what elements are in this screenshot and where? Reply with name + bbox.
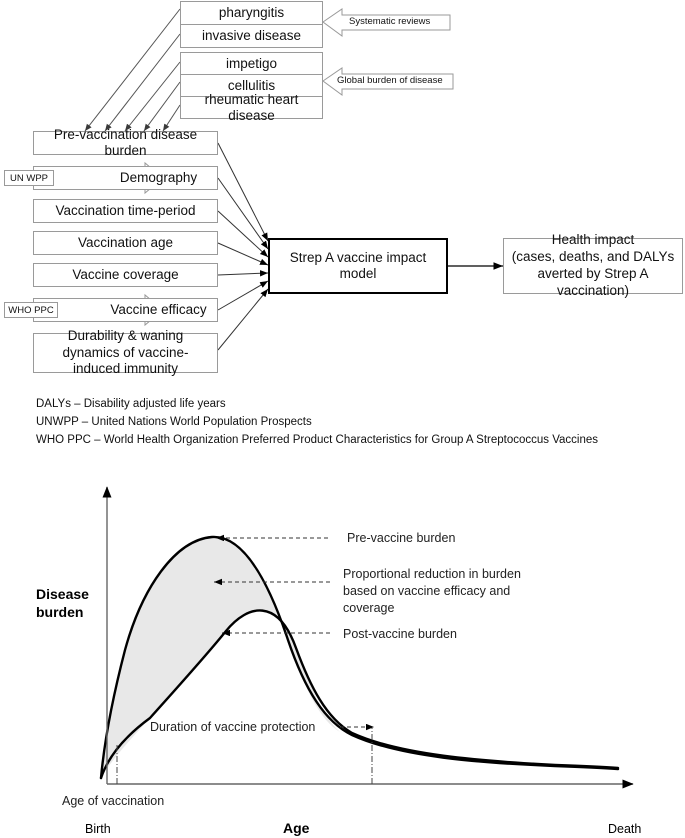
chart-y-axis-label: [36, 586, 106, 621]
input-box-demography[interactable]: [33, 166, 218, 190]
input-box-vaccination-age[interactable]: [33, 231, 218, 255]
input-box-label: Vaccination time-period: [55, 203, 196, 219]
annotation-text: Duration of vaccine protection: [150, 720, 316, 734]
callout-label-text: Global burden of disease: [337, 75, 443, 86]
annotation-text: Age of vaccination: [62, 794, 165, 808]
annotation-age-of-vaccination: [62, 794, 164, 808]
input-box-pre-vaccination-disease-burden[interactable]: [33, 127, 218, 158]
evidence-box-rheumatic-heart-disease[interactable]: [180, 91, 323, 123]
annotation-text: Pre-vaccine burden: [347, 531, 456, 545]
evidence-box-invasive-disease[interactable]: [180, 24, 323, 48]
tag-label: UN WPP: [10, 172, 48, 184]
annotation-pre-vaccine-burden: [347, 531, 455, 545]
annotation-post-vaccine-burden: [343, 627, 457, 641]
input-box-label: Vaccine efficacy: [110, 302, 207, 318]
axis-end-text: Death: [608, 822, 642, 836]
x-axis-label-text: Age: [283, 820, 310, 836]
annotation-text: Proportional reduction in burden based on vaccine efficacy and coverage: [343, 567, 521, 615]
evidence-box-label: pharyngitis: [218, 5, 285, 21]
tag-label: WHO PPC: [8, 304, 54, 316]
input-box-vaccination-time-period[interactable]: [33, 199, 218, 223]
annotation-duration-of-protection: [150, 720, 315, 734]
abbreviation-unwpp: UNWPP – United Nations World Population Prospects: [36, 415, 312, 428]
evidence-to-burden-arrows: [85, 9, 180, 131]
evidence-box-impetigo[interactable]: [180, 52, 323, 75]
reduction-shaded-area: [101, 537, 340, 778]
callout-global-burden-of-disease[interactable]: [337, 75, 443, 86]
abbreviation-who-ppc: WHO PPC – World Health Organization Preferred Product Characteristics for Group A Streptococcus Vaccines: [36, 433, 599, 446]
input-box-label: Vaccine coverage: [72, 267, 179, 283]
tag-un-wpp: [4, 170, 54, 186]
model-box[interactable]: [268, 238, 448, 294]
input-box-label: Durability & waning dynamics of vaccine-induced immunity: [62, 327, 189, 377]
y-axis-label-line-1: Disease: [36, 586, 89, 602]
callout-systematic-reviews[interactable]: [349, 16, 430, 27]
abbreviation-dalys: DALYs – Disability adjusted life years: [36, 398, 226, 410]
axis-end-text: Birth: [85, 822, 111, 836]
evidence-box-label: rheumatic heart disease: [204, 91, 299, 123]
callout-label-text: Systematic reviews: [349, 16, 431, 27]
x-axis-end-label-death: [608, 822, 641, 836]
evidence-box-label: cellulitis: [227, 77, 276, 93]
output-line-1: Health impact: [551, 232, 635, 248]
output-line-3: averted by Strep A vaccination): [537, 266, 649, 298]
evidence-box-label: impetigo: [225, 55, 278, 71]
annotation-text: Post-vaccine burden: [343, 627, 457, 641]
x-axis-start-label-birth: [85, 822, 111, 836]
input-box-durability-waning[interactable]: [33, 327, 218, 377]
abbreviation-legend: [36, 396, 598, 449]
output-line-2: (cases, deaths, and DALYs: [511, 249, 675, 265]
annotation-proportional-reduction: [343, 566, 543, 617]
evidence-box-pharyngitis[interactable]: [180, 1, 323, 25]
input-box-vaccine-efficacy[interactable]: [33, 298, 218, 322]
tag-who-ppc: [4, 302, 58, 318]
input-box-label: Vaccination age: [77, 235, 174, 251]
y-axis-label-line-2: burden: [36, 603, 84, 620]
chart-x-axis-label: [283, 820, 309, 838]
evidence-box-label: invasive disease: [201, 28, 302, 44]
output-box-health-impact[interactable]: [503, 232, 683, 298]
model-box-label: Strep A vaccine impact model: [289, 250, 427, 281]
input-box-label: Demography: [119, 170, 198, 186]
input-box-label: Pre-vaccination disease burden: [53, 127, 198, 158]
inputs-to-model-arrows: [218, 143, 268, 350]
input-box-vaccine-coverage[interactable]: [33, 263, 218, 287]
